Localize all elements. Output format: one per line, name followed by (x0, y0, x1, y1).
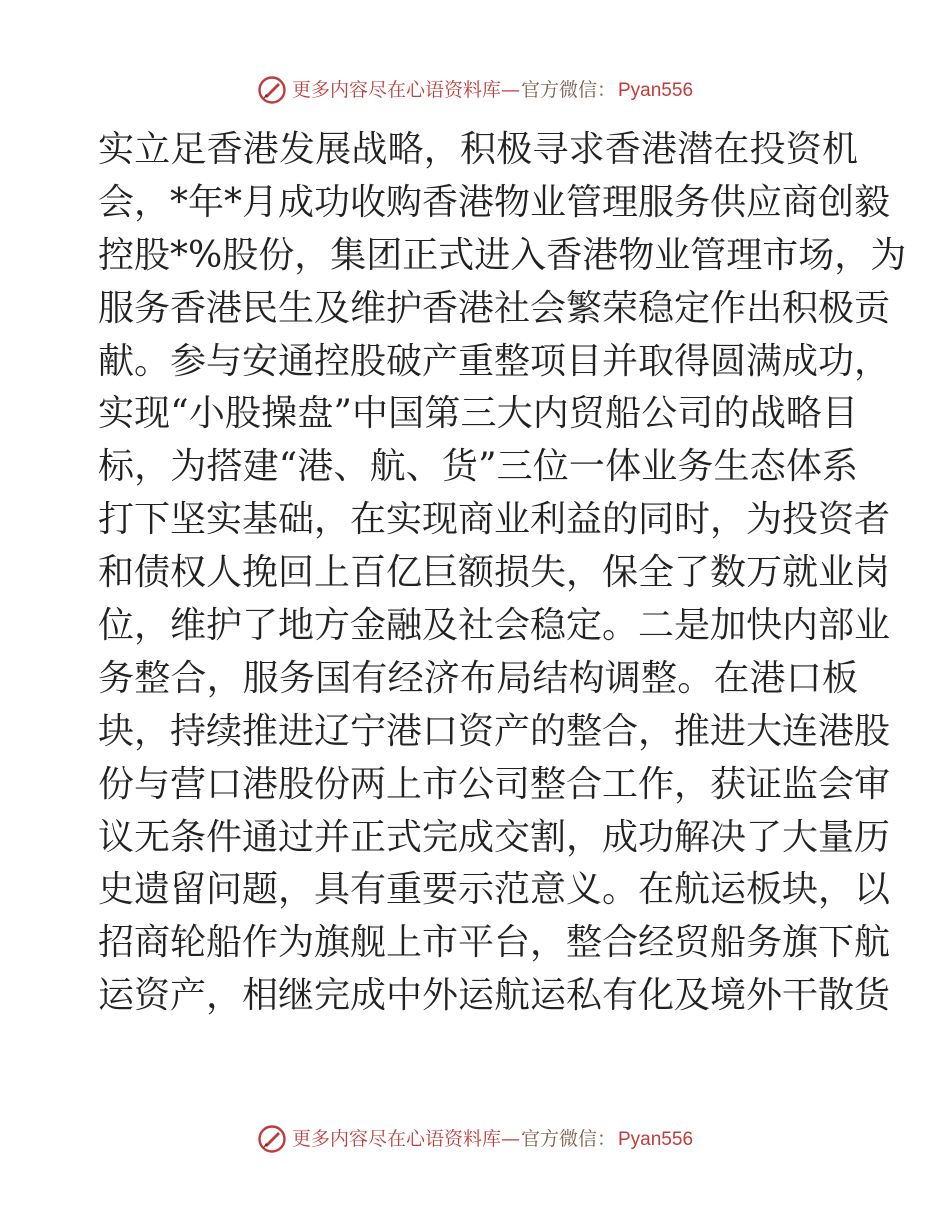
body-line: 控股*%股份，集团正式进入香港物业管理市场，为 (98, 234, 907, 276)
watermark-wechat-id: Pyan556 (618, 1128, 694, 1150)
brand-logo-icon (257, 1124, 287, 1154)
body-line: 块，持续推进辽宁港口资产的整合，推进大连港股 (98, 710, 891, 752)
body-line: 务整合，服务国有经济布局结构调整。在港口板 (98, 657, 858, 699)
body-line: 献。参与安通控股破产重整项目并取得圆满成功， (98, 340, 891, 382)
body-line: 份与营口港股份两上市公司整合工作，获证监会审 (98, 763, 891, 805)
body-line: 服务香港民生及维护香港社会繁荣稳定作出积极贡 (98, 287, 891, 329)
footer-watermark (0, 1119, 950, 1159)
body-line: 实立足香港发展战略，积极寻求香港潜在投资机 (98, 129, 858, 170)
body-line: 招商轮船作为旗舰上市平台，整合经贸船务旗下航 (98, 922, 891, 964)
body-line: 会，*年*月成功收购香港物业管理服务供应商创毅 (98, 181, 891, 223)
body-line: 位，维护了地方金融及社会稳定。二是加快内部业 (98, 605, 891, 647)
body-line: 标，为搭建“港、航、货”三位一体业务生态体系 (98, 446, 858, 488)
body-line: 运资产，相继完成中外运航运私有化及境外干散货 (98, 975, 891, 1017)
watermark-dash: — (500, 78, 519, 101)
body-line: 和债权人挽回上百亿巨额损失，保全了数万就业岗 (98, 552, 891, 594)
watermark-official-label: 官方微信： (520, 1127, 616, 1150)
watermark-dash: — (500, 1127, 519, 1150)
watermark-official-label: 官方微信： (520, 78, 616, 101)
watermark-wechat-id: Pyan556 (618, 79, 694, 101)
brand-logo-icon (257, 75, 287, 105)
body-line: 议无条件通过并正式完成交割，成功解决了大量历 (98, 816, 891, 858)
body-line: 实现“小股操盘”中国第三大内贸船公司的战略目 (98, 393, 858, 435)
watermark-site-text: 更多内容尽在心语资料库 (291, 78, 501, 101)
header-watermark (0, 70, 950, 110)
watermark-site-text: 更多内容尽在心语资料库 (291, 1127, 501, 1150)
body-line: 打下坚实基础，在实现商业利益的同时，为投资者 (98, 499, 891, 541)
document-body (98, 124, 907, 1023)
body-line: 史遗留问题，具有重要示范意义。在航运板块，以 (98, 869, 891, 911)
